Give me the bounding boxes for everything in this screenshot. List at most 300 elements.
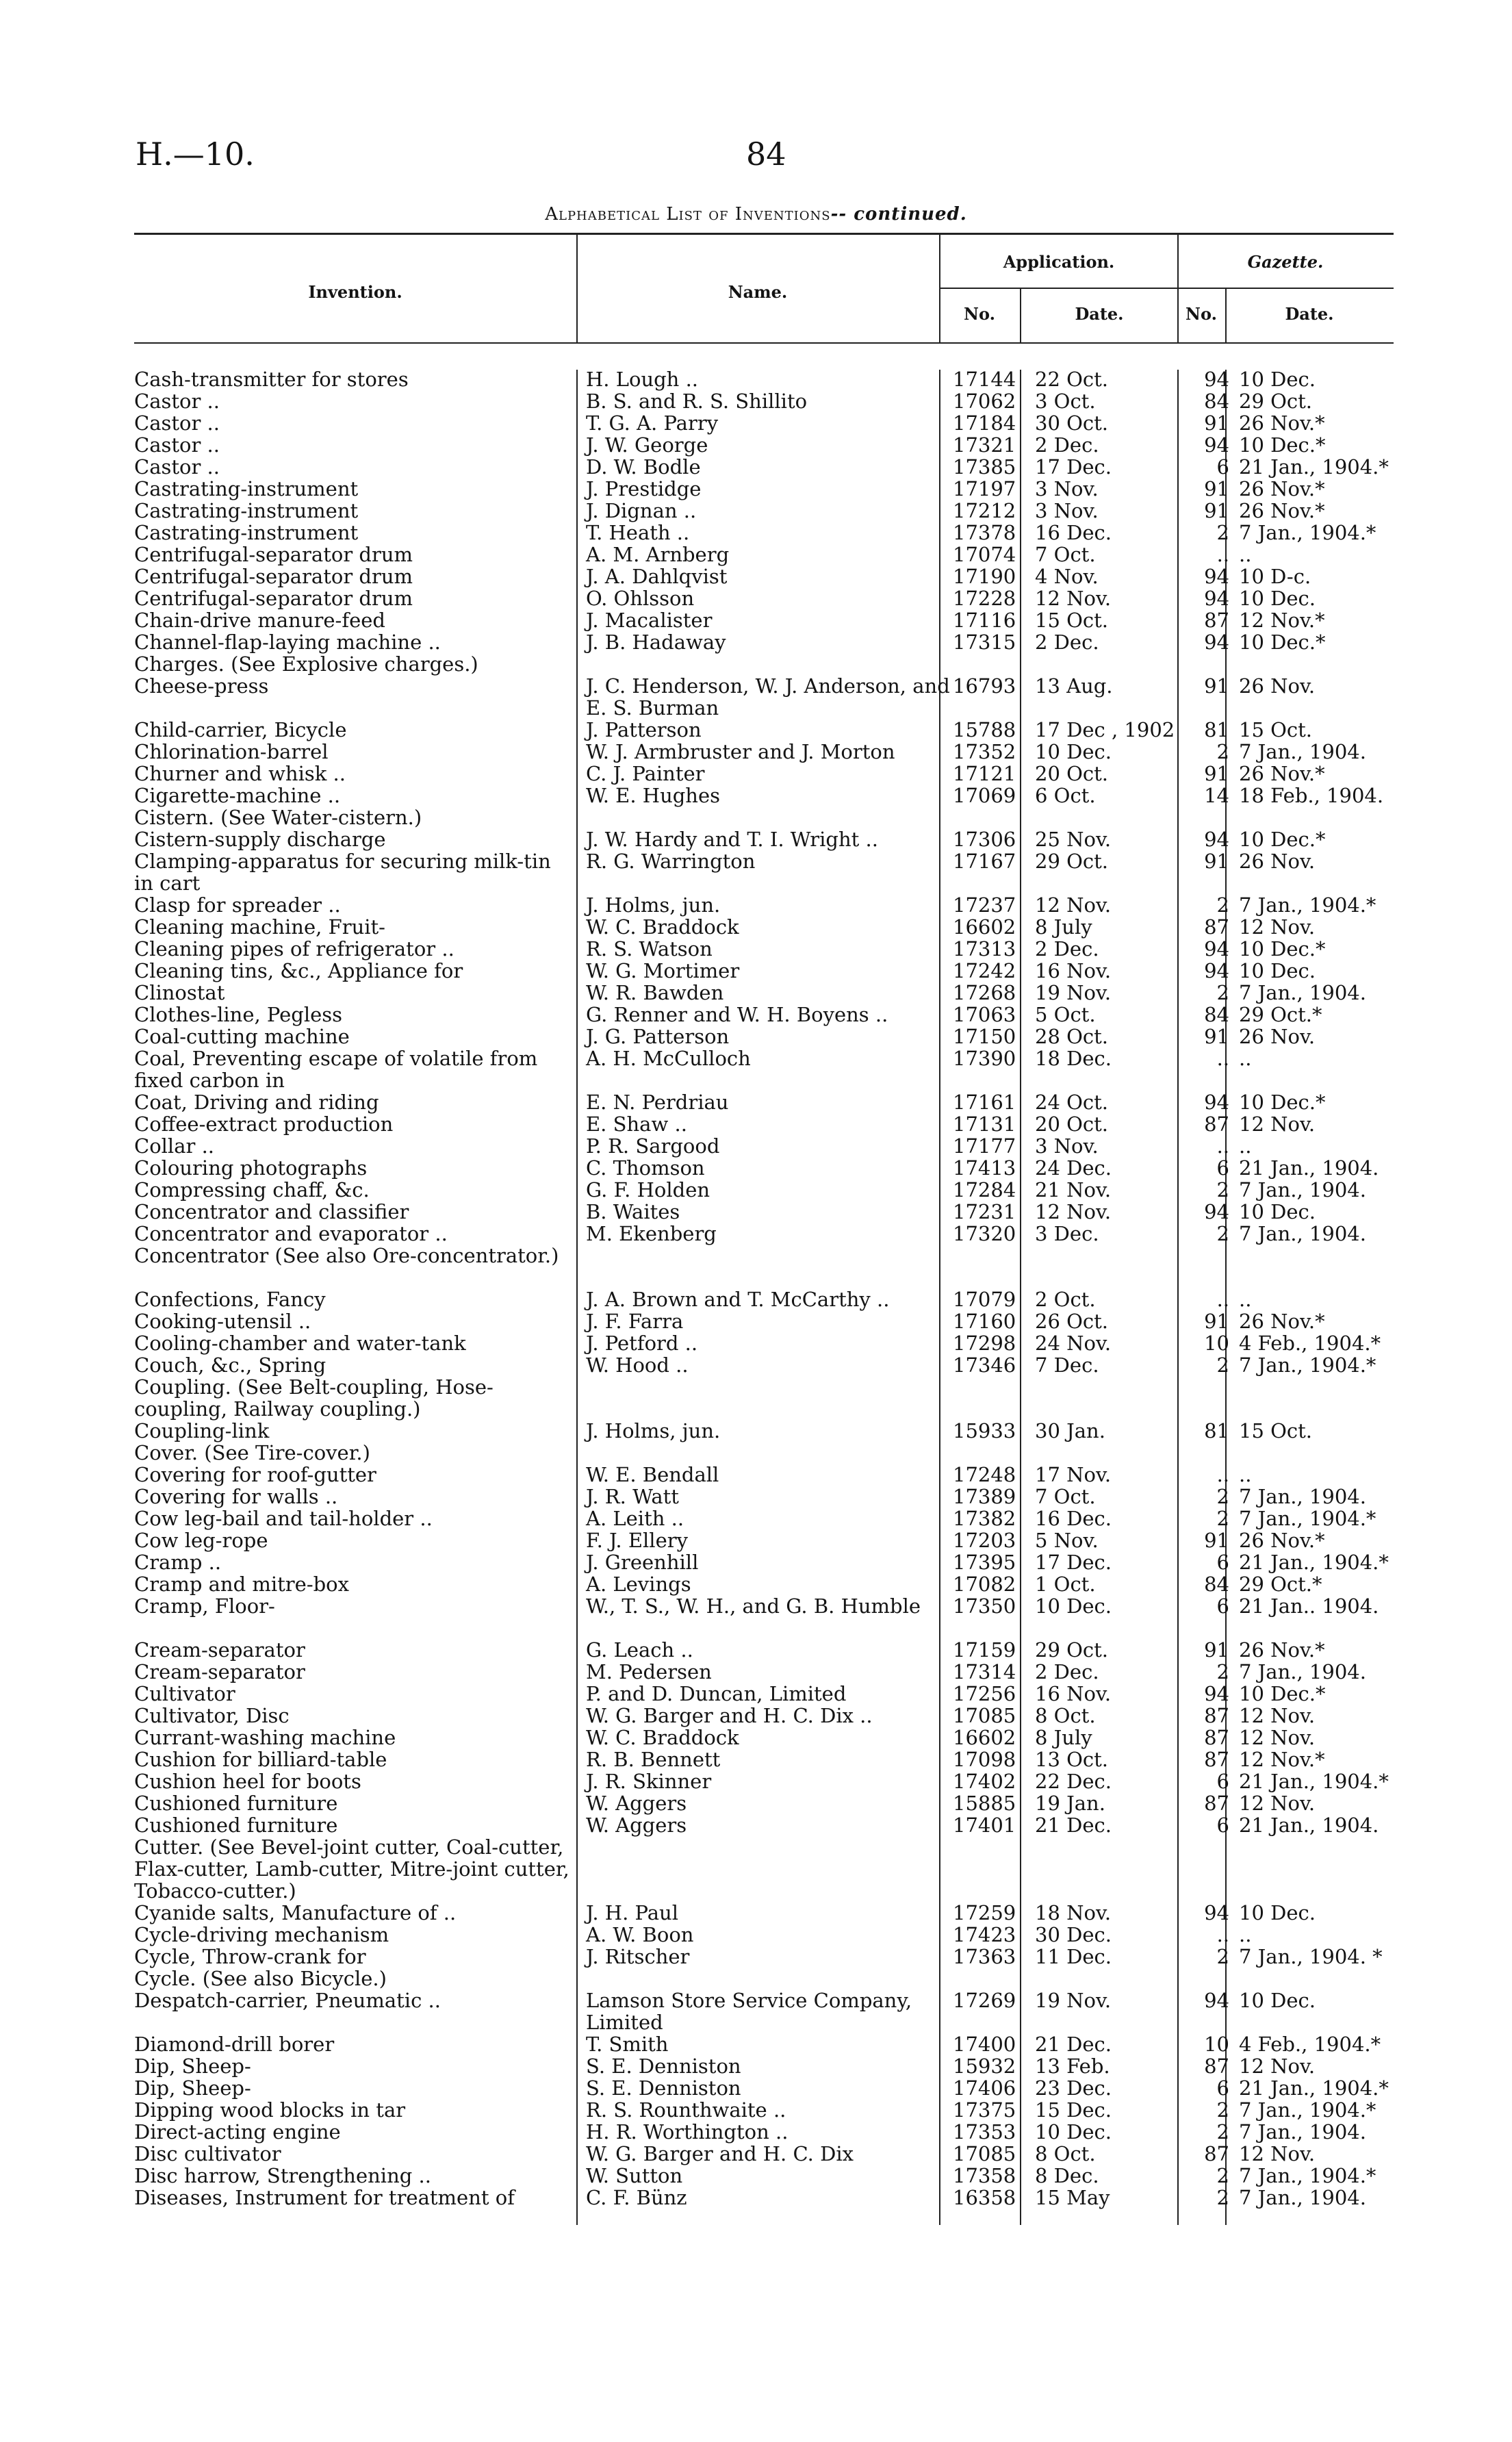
name-cell: J. H. Paul <box>586 1901 678 1924</box>
table-row <box>134 1420 1400 1442</box>
invention-cell: Cream-separator <box>134 1638 305 1662</box>
application-no-cell: 17063 <box>953 1003 1016 1026</box>
gazette-no-cell: 2 <box>1216 740 1229 763</box>
application-date-cell: 3 Nov. <box>1035 499 1099 522</box>
application-no-cell: 15933 <box>953 1419 1016 1442</box>
name-cell: O. Ohlsson <box>586 587 695 610</box>
application-no-cell: 17375 <box>953 2098 1016 2122</box>
application-date-cell: 21 Dec. <box>1035 2033 1112 2056</box>
name-cell: W. E. Bendall <box>586 1463 719 1486</box>
table-row <box>134 2055 1400 2077</box>
invention-cell: Concentrator (See also Ore-concentrator.) <box>134 1244 559 1267</box>
invention-cell: Cushioned furniture <box>134 1814 338 1837</box>
invention-cell: Cushioned furniture <box>134 1792 338 1815</box>
gazette-date-cell: .. <box>1239 1288 1252 1311</box>
invention-cell: Castor .. <box>134 390 220 413</box>
application-no-cell: 17098 <box>953 1748 1016 1771</box>
gazette-date-cell: 10 Dec. <box>1239 959 1316 982</box>
invention-cell: Cow leg-bail and tail-holder .. <box>134 1507 433 1530</box>
table-row <box>134 1464 1400 1486</box>
table-row <box>134 1376 1400 1420</box>
name-cell: Lamson Store Service Company, Limited <box>586 1989 912 2034</box>
col-header-gaz-no: No. <box>1186 304 1217 324</box>
invention-cell: Collar .. <box>134 1134 215 1158</box>
gazette-date-cell: 10 Dec. <box>1239 1901 1316 1924</box>
invention-cell: Cleaning tins, &c., Appliance for <box>134 959 463 982</box>
application-date-cell: 17 Dec. <box>1035 1551 1112 1574</box>
gazette-no-cell: 84 <box>1204 1573 1229 1596</box>
table-row <box>134 434 1400 456</box>
gazette-no-cell: 91 <box>1204 1529 1229 1552</box>
invention-cell: Currant-washing machine <box>134 1726 396 1749</box>
gazette-no-cell: 94 <box>1204 1091 1229 1114</box>
application-no-cell: 15885 <box>953 1792 1016 1815</box>
table-row <box>134 806 1400 828</box>
table-row <box>134 1946 1400 1968</box>
gazette-date-cell: 4 Feb., 1904.* <box>1239 2033 1381 2056</box>
gazette-no-cell: 2 <box>1216 981 1229 1004</box>
table-row <box>134 390 1400 412</box>
application-date-cell: 8 July <box>1035 1726 1092 1749</box>
table-row <box>134 1792 1400 1814</box>
name-cell: A. H. McCulloch <box>586 1047 751 1070</box>
table-row <box>134 1508 1400 1529</box>
invention-cell: Dipping wood blocks in tar <box>134 2098 406 2122</box>
table-row <box>134 631 1400 653</box>
name-cell: R. S. Watson <box>586 937 713 961</box>
gazette-no-cell: 2 <box>1216 1507 1229 1530</box>
table-row <box>134 565 1400 587</box>
header-gaz-subrule <box>1177 288 1394 289</box>
page-header-left: H.—10. <box>136 136 255 173</box>
application-date-cell: 2 Dec. <box>1035 433 1099 457</box>
invention-cell: Charges. (See Explosive charges.) <box>134 652 478 676</box>
gazette-date-cell: 10 Dec.* <box>1239 1091 1326 1114</box>
gazette-no-cell: 84 <box>1204 390 1229 413</box>
table-row <box>134 1047 1400 1091</box>
application-date-cell: 8 July <box>1035 915 1092 939</box>
name-cell: D. W. Bodle <box>586 455 701 479</box>
application-date-cell: 3 Oct. <box>1035 390 1096 413</box>
gazette-date-cell: 7 Jan., 1904. <box>1239 2120 1366 2144</box>
application-no-cell: 17395 <box>953 1551 1016 1574</box>
application-no-cell: 17256 <box>953 1682 1016 1705</box>
invention-cell: Cycle, Throw-crank for <box>134 1945 366 1968</box>
application-no-cell: 17085 <box>953 1704 1016 1727</box>
table-row <box>134 2187 1400 2209</box>
name-cell: A. Leith .. <box>586 1507 684 1530</box>
gazette-date-cell: 29 Oct.* <box>1239 1573 1322 1596</box>
table-row <box>134 1595 1400 1639</box>
invention-cell: Child-carrier, Bicycle <box>134 718 347 741</box>
application-no-cell: 17144 <box>953 368 1016 391</box>
gazette-no-cell: 94 <box>1204 587 1229 610</box>
gazette-date-cell: 26 Nov.* <box>1239 1310 1325 1333</box>
gazette-date-cell: 10 Dec.* <box>1239 1682 1326 1705</box>
application-date-cell: 12 Nov. <box>1035 1200 1112 1223</box>
gazette-no-cell: .. <box>1216 1288 1229 1311</box>
invention-cell: Cultivator <box>134 1682 235 1705</box>
name-cell: W. C. Braddock <box>586 915 739 939</box>
application-date-cell: 19 Jan. <box>1035 1792 1105 1815</box>
application-no-cell: 17385 <box>953 455 1016 479</box>
application-no-cell: 17161 <box>953 1091 1016 1114</box>
application-date-cell: 17 Dec , 1902 <box>1035 718 1175 741</box>
application-no-cell: 17423 <box>953 1923 1016 1946</box>
table-row <box>134 412 1400 434</box>
name-cell: W. C. Braddock <box>586 1726 739 1749</box>
gazette-no-cell: 2 <box>1216 521 1229 544</box>
gazette-date-cell: 26 Nov.* <box>1239 1529 1325 1552</box>
application-no-cell: 17150 <box>953 1025 1016 1048</box>
application-date-cell: 29 Oct. <box>1035 1638 1109 1662</box>
gazette-date-cell: 21 Jan., 1904. <box>1239 1156 1379 1180</box>
gazette-date-cell: .. <box>1239 1923 1252 1946</box>
application-date-cell: 5 Oct. <box>1035 1003 1096 1026</box>
invention-cell: Cramp, Floor- <box>134 1594 275 1618</box>
gazette-no-cell: 87 <box>1204 609 1229 632</box>
invention-cell: Cultivator, Disc <box>134 1704 290 1727</box>
application-no-cell: 17116 <box>953 609 1016 632</box>
gazette-no-cell: 2 <box>1216 1485 1229 1508</box>
name-cell: J. Ritscher <box>586 1945 690 1968</box>
application-date-cell: 10 Dec. <box>1035 1594 1112 1618</box>
application-no-cell: 17284 <box>953 1178 1016 1201</box>
application-date-cell: 29 Oct. <box>1035 850 1109 873</box>
gazette-no-cell: .. <box>1216 1047 1229 1070</box>
name-cell: W. Hood .. <box>586 1353 689 1377</box>
application-date-cell: 16 Nov. <box>1035 959 1112 982</box>
gazette-no-cell: 2 <box>1216 1945 1229 1968</box>
application-date-cell: 12 Nov. <box>1035 893 1112 917</box>
application-date-cell: 5 Nov. <box>1035 1529 1099 1552</box>
gazette-date-cell: 29 Oct.* <box>1239 1003 1322 1026</box>
gazette-date-cell: 10 Dec.* <box>1239 828 1326 851</box>
gazette-no-cell: 2 <box>1216 2164 1229 2187</box>
table-row <box>134 1332 1400 1354</box>
table-row <box>134 1004 1400 1026</box>
gazette-no-cell: 2 <box>1216 1222 1229 1245</box>
application-no-cell: 17069 <box>953 784 1016 807</box>
col-header-name: Name. <box>728 282 788 302</box>
name-cell: P. R. Sargood <box>586 1134 720 1158</box>
invention-cell: Confections, Fancy <box>134 1288 326 1311</box>
table-row <box>134 1727 1400 1748</box>
gazette-date-cell: 7 Jan., 1904. * <box>1239 1945 1383 1968</box>
table-row <box>134 2099 1400 2121</box>
gazette-date-cell: .. <box>1239 1463 1252 1486</box>
application-date-cell: 18 Nov. <box>1035 1901 1112 1924</box>
gazette-no-cell: 94 <box>1204 828 1229 851</box>
gazette-no-cell: 91 <box>1204 477 1229 500</box>
gazette-date-cell: 10 Dec.* <box>1239 631 1326 654</box>
invention-cell: Castor .. <box>134 433 220 457</box>
table-row <box>134 1639 1400 1661</box>
application-date-cell: 21 Nov. <box>1035 1178 1112 1201</box>
application-no-cell: 15788 <box>953 718 1016 741</box>
invention-cell: Covering for roof-gutter <box>134 1463 376 1486</box>
gazette-date-cell: 26 Nov.* <box>1239 477 1325 500</box>
invention-cell: Churner and whisk .. <box>134 762 346 785</box>
gazette-date-cell: 7 Jan., 1904. <box>1239 2186 1366 2209</box>
application-date-cell: 21 Dec. <box>1035 1814 1112 1837</box>
application-date-cell: 8 Oct. <box>1035 2142 1096 2165</box>
application-no-cell: 17203 <box>953 1529 1016 1552</box>
table-row <box>134 1836 1400 1902</box>
application-date-cell: 30 Oct. <box>1035 411 1109 435</box>
application-no-cell: 16793 <box>953 674 1016 698</box>
gazette-no-cell: 81 <box>1204 718 1229 741</box>
gazette-no-cell: 87 <box>1204 1748 1229 1771</box>
gazette-date-cell: 10 Dec. <box>1239 587 1316 610</box>
application-no-cell: 17248 <box>953 1463 1016 1486</box>
table-row <box>134 1442 1400 1464</box>
gazette-no-cell: 6 <box>1216 455 1229 479</box>
table-row <box>134 1157 1400 1179</box>
name-cell: J. Petford .. <box>586 1332 698 1355</box>
name-cell: J. F. Farra <box>586 1310 684 1333</box>
gazette-date-cell: 29 Oct. <box>1239 390 1313 413</box>
gazette-date-cell: 7 Jan., 1904.* <box>1239 2164 1376 2187</box>
gazette-date-cell: 10 Dec. <box>1239 1200 1316 1223</box>
application-no-cell: 16602 <box>953 915 1016 939</box>
table-row <box>134 982 1400 1004</box>
invention-cell: Castor .. <box>134 455 220 479</box>
application-date-cell: 8 Oct. <box>1035 1704 1096 1727</box>
name-cell: W. Aggers <box>586 1814 687 1837</box>
invention-cell: Dip, Sheep- <box>134 2076 251 2100</box>
name-cell: F. J. Ellery <box>586 1529 688 1552</box>
invention-cell: Coupling. (See Belt-coupling, Hose-coupling, Railway coupling.) <box>134 1375 494 1421</box>
application-date-cell: 30 Jan. <box>1035 1419 1105 1442</box>
application-no-cell: 17401 <box>953 1814 1016 1837</box>
gazette-no-cell: 91 <box>1204 499 1229 522</box>
application-date-cell: 18 Dec. <box>1035 1047 1112 1070</box>
name-cell: S. E. Denniston <box>586 2076 741 2100</box>
application-no-cell: 17313 <box>953 937 1016 961</box>
application-date-cell: 20 Oct. <box>1035 1112 1109 1136</box>
name-cell: C. J. Painter <box>586 762 705 785</box>
gazette-date-cell: 12 Nov. <box>1239 1112 1316 1136</box>
invention-cell: Clothes-line, Pegless <box>134 1003 343 1026</box>
invention-cell: Cheese-press <box>134 674 269 698</box>
application-no-cell: 17298 <box>953 1332 1016 1355</box>
name-cell: R. S. Rounthwaite .. <box>586 2098 786 2122</box>
gazette-date-cell: 10 Dec.* <box>1239 937 1326 961</box>
name-cell: W. R. Bawden <box>586 981 724 1004</box>
application-date-cell: 8 Dec. <box>1035 2164 1099 2187</box>
application-date-cell: 7 Dec. <box>1035 1353 1099 1377</box>
application-no-cell: 17382 <box>953 1507 1016 1530</box>
gazette-date-cell: 7 Jan., 1904. <box>1239 981 1366 1004</box>
gazette-date-cell: 26 Nov.* <box>1239 499 1325 522</box>
table-row <box>134 2165 1400 2187</box>
gazette-no-cell: 94 <box>1204 631 1229 654</box>
application-no-cell: 17269 <box>953 1989 1016 2012</box>
application-date-cell: 16 Dec. <box>1035 1507 1112 1530</box>
table-row <box>134 828 1400 850</box>
table-row <box>134 1661 1400 1683</box>
application-date-cell: 2 Dec. <box>1035 937 1099 961</box>
application-date-cell: 15 Dec. <box>1035 2098 1112 2122</box>
application-date-cell: 10 Dec. <box>1035 2120 1112 2144</box>
invention-cell: Dip, Sheep- <box>134 2055 251 2078</box>
gazette-date-cell: 26 Nov.* <box>1239 411 1325 435</box>
application-date-cell: 25 Nov. <box>1035 828 1112 851</box>
name-cell: J. Dignan .. <box>586 499 697 522</box>
table-row <box>134 850 1400 894</box>
application-no-cell: 16358 <box>953 2186 1016 2209</box>
gazette-no-cell: 94 <box>1204 1200 1229 1223</box>
application-date-cell: 12 Nov. <box>1035 587 1112 610</box>
name-cell: B. S. and R. S. Shillito <box>586 390 808 413</box>
gazette-no-cell: 94 <box>1204 959 1229 982</box>
gazette-date-cell: 7 Jan., 1904. <box>1239 1485 1366 1508</box>
gazette-date-cell: 12 Nov. <box>1239 2142 1316 2165</box>
application-date-cell: 24 Dec. <box>1035 1156 1112 1180</box>
invention-cell: Centrifugal-separator drum <box>134 587 413 610</box>
table-row <box>134 522 1400 544</box>
table-row <box>134 2033 1400 2055</box>
gazette-date-cell: 12 Nov. <box>1239 1704 1316 1727</box>
name-cell: W. E. Hughes <box>586 784 721 807</box>
invention-cell: Chain-drive manure-feed <box>134 609 385 632</box>
name-cell: G. Renner and W. H. Boyens .. <box>586 1003 888 1026</box>
invention-cell: Clinostat <box>134 981 225 1004</box>
gazette-date-cell: 12 Nov. <box>1239 1726 1316 1749</box>
name-cell: E. Shaw .. <box>586 1112 687 1136</box>
application-no-cell: 17074 <box>953 543 1016 566</box>
application-no-cell: 17167 <box>953 850 1016 873</box>
gazette-no-cell: 94 <box>1204 565 1229 588</box>
invention-cell: Cycle. (See also Bicycle.) <box>134 1967 387 1990</box>
gazette-date-cell: 10 Dec.* <box>1239 433 1326 457</box>
gazette-date-cell: 26 Nov.* <box>1239 1638 1325 1662</box>
application-no-cell: 17082 <box>953 1573 1016 1596</box>
name-cell: A. Levings <box>586 1573 691 1596</box>
name-cell: B. Waites <box>586 1200 680 1223</box>
gazette-date-cell: 15 Oct. <box>1239 1419 1313 1442</box>
gazette-date-cell: 12 Nov. <box>1239 1792 1316 1815</box>
gazette-date-cell: 7 Jan., 1904.* <box>1239 893 1376 917</box>
application-date-cell: 11 Dec. <box>1035 1945 1112 1968</box>
table-row <box>134 2121 1400 2143</box>
gazette-date-cell: .. <box>1239 1134 1252 1158</box>
invention-cell: Clasp for spreader .. <box>134 893 341 917</box>
gazette-no-cell: 2 <box>1216 1178 1229 1201</box>
gazette-no-cell: 2 <box>1216 2186 1229 2209</box>
name-cell: R. G. Warrington <box>586 850 756 873</box>
gazette-date-cell: 10 D-c. <box>1239 565 1311 588</box>
name-cell: J. Greenhill <box>586 1551 699 1574</box>
application-no-cell: 17400 <box>953 2033 1016 2056</box>
gazette-no-cell: 2 <box>1216 2098 1229 2122</box>
invention-cell: Channel-flap-laying machine .. <box>134 631 441 654</box>
gazette-no-cell: 84 <box>1204 1003 1229 1026</box>
gazette-date-cell: .. <box>1239 543 1252 566</box>
gazette-date-cell: 12 Nov.* <box>1239 609 1325 632</box>
name-cell: C. F. Bünz <box>586 2186 687 2209</box>
invention-cell: Coat, Driving and riding <box>134 1091 379 1114</box>
application-date-cell: 24 Nov. <box>1035 1332 1112 1355</box>
table-row <box>134 1179 1400 1201</box>
invention-cell: Coffee-extract production <box>134 1112 394 1136</box>
name-cell: W. J. Armbruster and J. Morton <box>586 740 895 763</box>
gazette-date-cell: 12 Nov. <box>1239 915 1316 939</box>
application-date-cell: 10 Dec. <box>1035 740 1112 763</box>
gazette-date-cell: 12 Nov. <box>1239 2055 1316 2078</box>
name-cell: T. Smith <box>586 2033 669 2056</box>
invention-cell: Disc cultivator <box>134 2142 281 2165</box>
header-bottom-rule <box>134 342 1394 344</box>
invention-cell: Coal-cutting machine <box>134 1025 350 1048</box>
gazette-no-cell: 2 <box>1216 1660 1229 1683</box>
table-row <box>134 1902 1400 1924</box>
application-no-cell: 17079 <box>953 1288 1016 1311</box>
gazette-no-cell: 94 <box>1204 937 1229 961</box>
application-date-cell: 22 Oct. <box>1035 368 1109 391</box>
invention-cell: Cow leg-rope <box>134 1529 268 1552</box>
table-row <box>134 1748 1400 1770</box>
table-row <box>134 1026 1400 1047</box>
name-cell: W. G. Barger and H. C. Dix <box>586 2142 854 2165</box>
gazette-no-cell: 10 <box>1204 1332 1229 1355</box>
title-continued: -- continued. <box>830 204 967 225</box>
application-no-cell: 17212 <box>953 499 1016 522</box>
inventions-table <box>134 368 1400 2209</box>
application-date-cell: 19 Nov. <box>1035 1989 1112 2012</box>
name-cell: J. R. Skinner <box>586 1770 712 1793</box>
table-row <box>134 1683 1400 1705</box>
invention-cell: Cleaning pipes of refrigerator .. <box>134 937 454 961</box>
table-row <box>134 741 1400 763</box>
application-date-cell: 20 Oct. <box>1035 762 1109 785</box>
application-no-cell: 17159 <box>953 1638 1016 1662</box>
gazette-no-cell: 87 <box>1204 2055 1229 2078</box>
gazette-no-cell: 2 <box>1216 893 1229 917</box>
application-no-cell: 17237 <box>953 893 1016 917</box>
name-cell: J. C. Henderson, W. J. Anderson, and E. S. Burman <box>586 674 950 720</box>
invention-cell: Covering for walls .. <box>134 1485 338 1508</box>
invention-cell: Centrifugal-separator drum <box>134 543 413 566</box>
gazette-no-cell: .. <box>1216 1923 1229 1946</box>
application-date-cell: 24 Oct. <box>1035 1091 1109 1114</box>
invention-cell: Direct-acting engine <box>134 2120 341 2144</box>
gazette-date-cell: 10 Dec. <box>1239 368 1316 391</box>
name-cell: J. Holms, jun. <box>586 893 721 917</box>
name-cell: J. W. Hardy and T. I. Wright .. <box>586 828 878 851</box>
name-cell: C. Thomson <box>586 1156 705 1180</box>
gazette-date-cell: 21 Jan., 1904.* <box>1239 2076 1389 2100</box>
invention-cell: Cutter. (See Bevel-joint cutter, Coal-cutter, Flax-cutter, Lamb-cutter, Mitre-joint cutter, Tobacco-cutter.) <box>134 1835 569 1903</box>
gazette-no-cell: 6 <box>1216 1814 1229 1837</box>
table-row <box>134 609 1400 631</box>
gazette-no-cell: 94 <box>1204 368 1229 391</box>
name-cell: W. G. Barger and H. C. Dix .. <box>586 1704 873 1727</box>
invention-cell: Centrifugal-separator drum <box>134 565 413 588</box>
table-row <box>134 1354 1400 1376</box>
gazette-no-cell: 91 <box>1204 1310 1229 1333</box>
table-row <box>134 894 1400 916</box>
gazette-no-cell: .. <box>1216 1463 1229 1486</box>
name-cell: J. Prestidge <box>586 477 702 500</box>
application-no-cell: 17315 <box>953 631 1016 654</box>
invention-cell: Cushion for billiard-table <box>134 1748 387 1771</box>
application-date-cell: 1 Oct. <box>1035 1573 1096 1596</box>
invention-cell: Chlorination-barrel <box>134 740 329 763</box>
gazette-date-cell: 7 Jan., 1904.* <box>1239 2098 1376 2122</box>
gazette-date-cell: 21 Jan., 1904. <box>1239 1814 1379 1837</box>
